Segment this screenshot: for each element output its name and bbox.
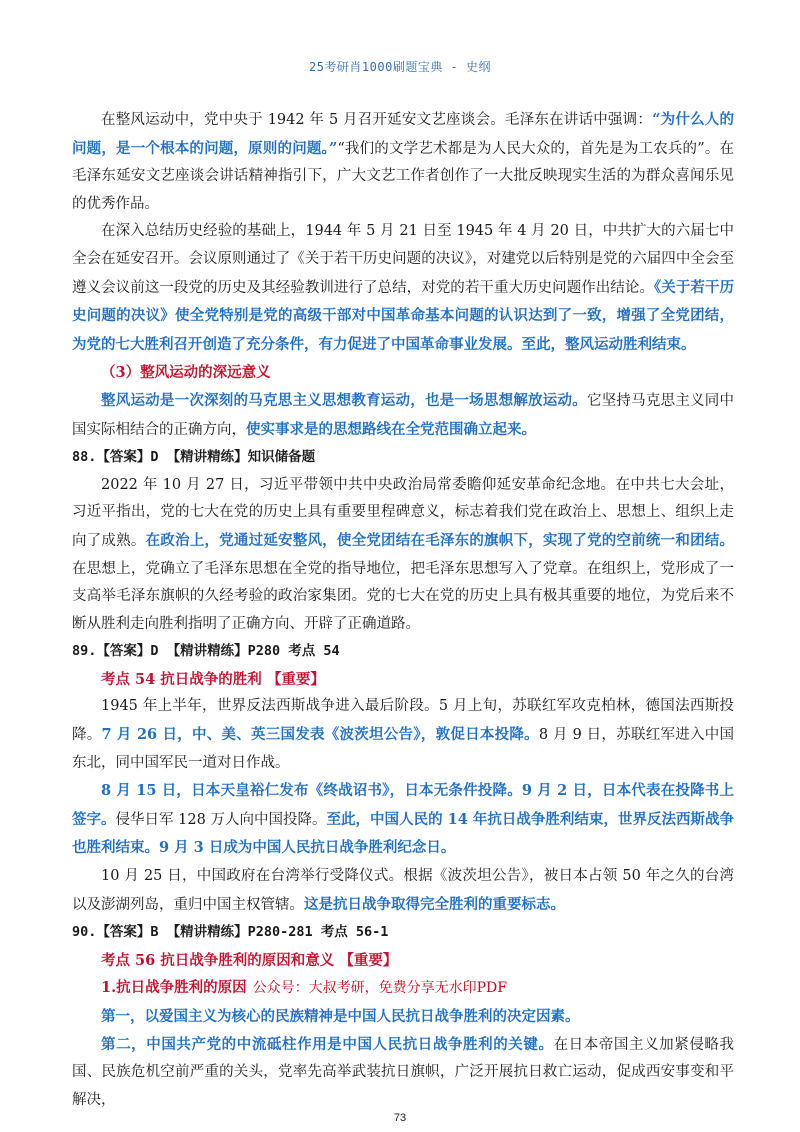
page-number: 73: [393, 1112, 407, 1124]
paragraph-taiwan: 10 月 25 日，中国政府在台湾举行受降仪式。根据《波茨坦公告》，被日本占领 50 年之久的台湾以及澎湖列岛，重归中国主权管辖。这是抗日战争取得完全胜利的重要标志。: [72, 868, 734, 913]
answer-88-heading: 88.【答案】D 【精讲精练】知识储备题: [72, 449, 316, 466]
document-body: [72, 106, 734, 1114]
exam-point-54-heading: 考点 54 抗日战争的胜利 【重要】: [101, 670, 325, 688]
paragraph-historical-resolution: 在深入总结历史经验的基础上，1944 年 5 月 21 日至 1945 年 4 月 20 日，中共扩大的六届七中全会在延安召开。会议原则通过了《关于若干历史问题的决议》，对建党以后特别是党的六届四中全会至遵义会议前这一段党的历史及其经验教训进行了总结，对党的若干重大历史问题作出结论。《关于若干历史问题的决议》使全党特别是党的高级干部对中国革命基本问题的认识达到了一致，增强了全党团结，为党的七大胜利召开创造了充分条件，有力促进了中国革命事业发展。至此，整风运动胜利结束。: [72, 223, 734, 353]
paragraph-potsdam: 1945 年上半年，世界反法西斯战争进入最后阶段。5 月上旬，苏联红军攻克柏林，德国法西斯投降。7 月 26 日，中、美、英三国发表《波茨坦公告》，敦促日本投降。8 月 9 日，苏联红军进入中国东北，同中国军民一道对日作战。: [72, 698, 734, 771]
exam-point-56-heading: 考点 56 抗日战争胜利的原因和意义 【重要】: [101, 951, 398, 969]
paragraph-yanan-forum: 在整风运动中，党中央于 1942 年 5 月召开延安文艺座谈会。毛泽东在讲话中强调：“为什么人的问题，是一个根本的问题，原则的问题。”“我们的文学艺术都是为人民大众的，首先是为工农兵的”。在毛泽东延安文艺座谈会讲话精神指引下，广大文艺工作者创作了一大批反映现实生活的为群众喜闻乐见的优秀作品。: [72, 111, 735, 212]
paragraph-reason-second: 第二，中国共产党的中流砥柱作用是中国人民抗日战争胜利的关键。在日本帝国主义加紧侵略我国、民族危机空前严重的关头，党率先高举武装抗日旗帜，广泛开展抗日救亡运动，促成西安事变和平解决，: [72, 1035, 735, 1108]
paragraph-seventh-congress: 2022 年 10 月 27 日，习近平带领中共中央政治局常委瞻仰延安革命纪念地。在中共七大会址，习近平指出，党的七大在党的历史上具有重要里程碑意义，标志着我们党在政治上、思想上、组织上走向了成熟。在政治上，党通过延安整风，使全党团结在毛泽东的旗帜下，实现了党的空前统一和团结。在思想上，党确立了毛泽东思想在全党的指导地位，把毛泽东思想写入了党章。在组织上，党形成了一支高举毛泽东旗帜的久经考验的政治家集团。党的七大在党的历史上具有极其重要的地位，为党后来不断从胜利走向胜利指明了正确方向、开辟了正确道路。: [72, 476, 735, 632]
answer-90-heading: 90.【答案】B 【精讲精练】P280-281 考点 56-1: [72, 924, 389, 941]
paragraph-significance: 整风运动是一次深刻的马克思主义思想教育运动，也是一场思想解放运动。它坚持马克思主义同中国实际相结合的正确方向，使实事求是的思想路线在全党范围确立起来。: [72, 391, 735, 438]
victory-reasons-heading: 1.抗日战争胜利的原因 公众号：大叔考研，免费分享无水印PDF: [101, 979, 507, 997]
paragraph-surrender: 8 月 15 日，日本天皇裕仁发布《终战诏书》，日本无条件投降。9 月 2 日，日本代表在投降书上签字。侵华日军 128 万人向中国投降。至此，中国人民的 14 年抗日战争胜利结束，世界反法西斯战争也胜利结束。9 月 3 日成为中国人民抗日战争胜利纪念日。: [72, 782, 734, 857]
answer-89-heading: 89.【答案】D 【精讲精练】P280 考点 54: [72, 643, 340, 660]
section-heading-significance: （3）整风运动的深远意义: [101, 364, 271, 382]
paragraph-reason-first: 第一，以爱国主义为核心的民族精神是中国人民抗日战争胜利的决定因素。: [101, 1008, 580, 1025]
page-header: 25考研肖1000刷题宝典 - 史纲: [308, 60, 492, 74]
watermark-text: 公众号：大叔考研，免费分享无水印PDF: [252, 980, 507, 997]
